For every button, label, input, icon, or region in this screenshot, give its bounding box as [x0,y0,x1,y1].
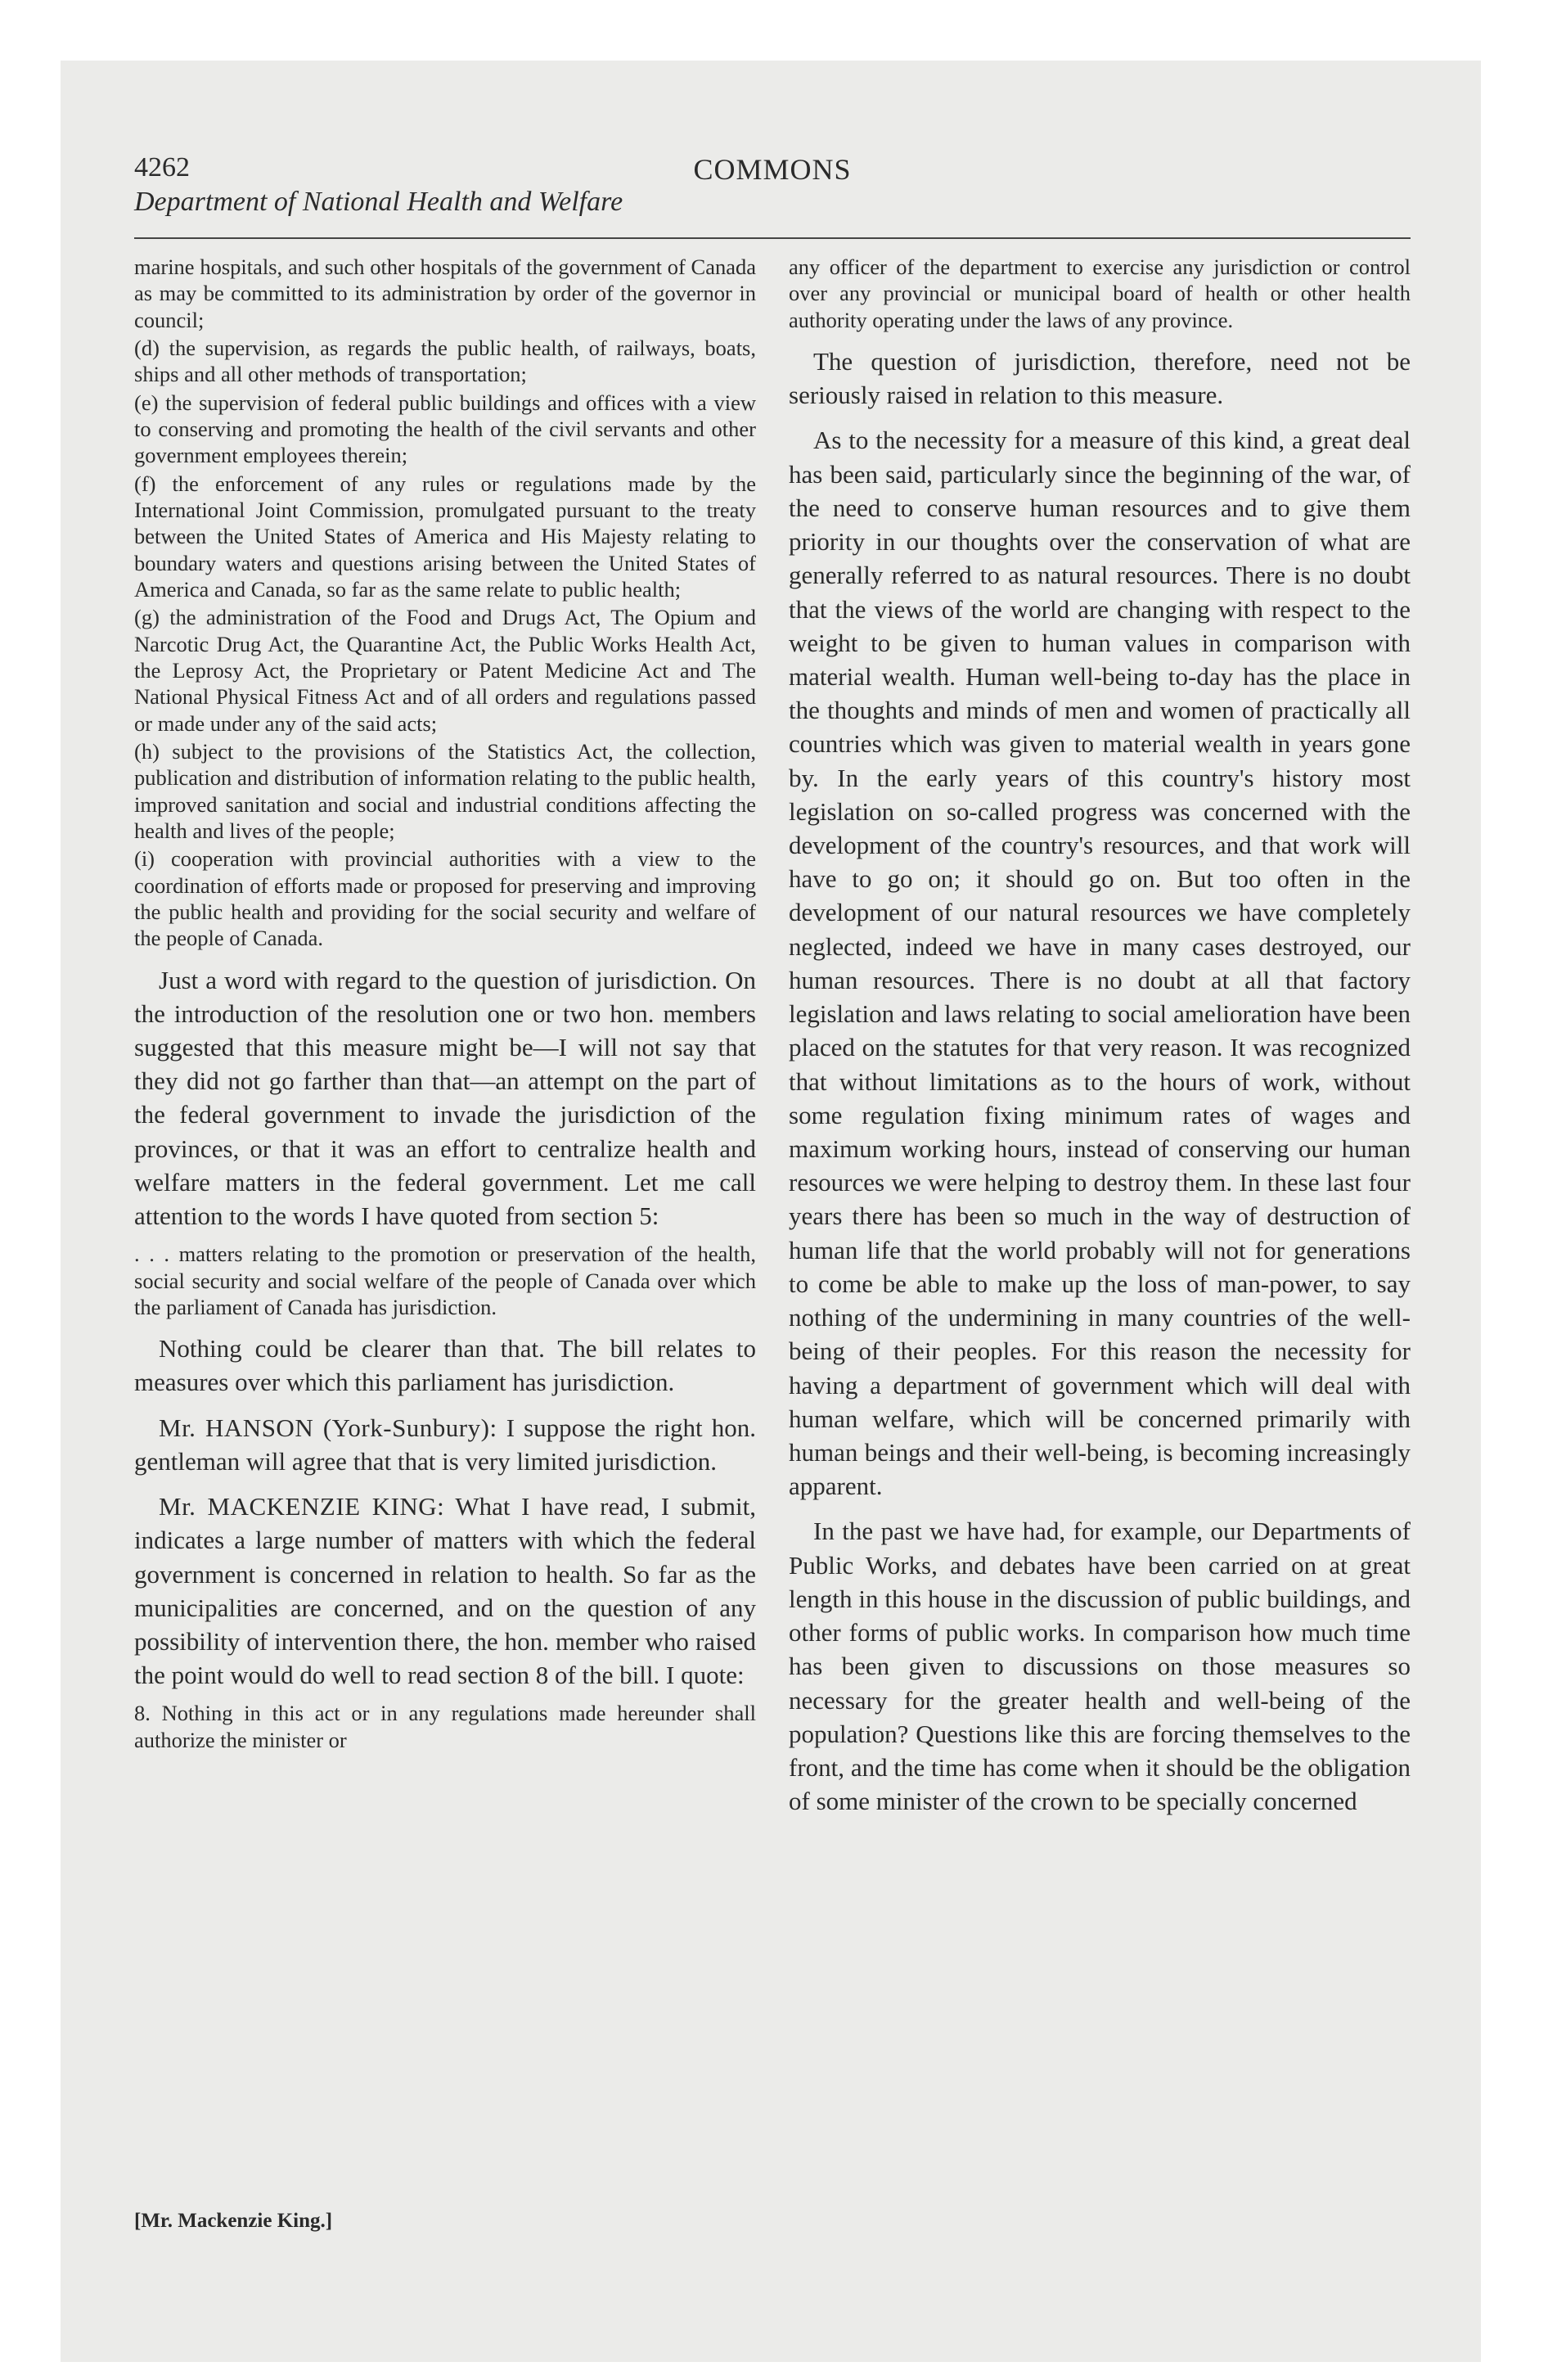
left-column [134,254,756,2259]
paragraph: As to the necessity for a measure of this kind, a great deal has been said, particularly since the beginning of the war, of the need to conserve human resources and to give them priority in our thoughts over the conservation of what are generally referred to as natural resources. There is no doubt that the views of the world are changing with respect to the weight to be given to human values in comparison with material wealth. Human well-being to-day has the place in the thoughts and minds of men and women of practically all countries which was given to material wealth in years gone by. In the early years of this country's history most legislation on so-called progress was concerned with the development of the country's resources, and that work will have to go on; it should go on. But too often in the development of our natural resources we have completely neglected, indeed we have in many cases destroyed, our human resources. There is no doubt at all that factory legislation and laws relating to social amelioration have been placed on the statutes for that very reason. It was recognized that without limitations as to the hours of work, without some regulation fixing minimum rates of wages and maximum working hours, instead of conserving our human resources we were helping to destroy them. In these last four years there has been so much in the way of destruction of human life that the world probably will not for generations to come be able to make up the loss of man-power, to say nothing of the undermining in many countries of the well-being of their peoples. For this reason the necessity for having a department of government which will deal with human welfare, which will be concerned primarily with human beings and their well-being, is becoming increasingly apparent. [789,426,1411,1501]
page-header [134,152,1411,226]
header-rule [134,237,1411,239]
quote-section-8: 8. Nothing in this act or in any regulations made hereunder shall authorize the minister or [134,1701,756,1752]
right-column [789,254,1411,2259]
paragraph-clearer: Nothing could be clearer than that. The bill relates to measures over which this parliament has jurisdiction. [134,1334,756,1397]
quote-item: (h) subject to the provisions of the Statistics Act, the collection, publication and distribution of information relating to the public health, improved sanitation and social and industrial conditions affecting the health and lives of the people; [134,738,756,843]
quote-item: (g) the administration of the Food and Drugs Act, The Opium and Narcotic Drug Act, the Quarantine Act, the Public Works Health Act, the Leprosy Act, the Proprietary or Patent Medicine Act and The National Physical Fitness Act and of all orders and regulations passed or made under any of the said acts; [134,605,756,736]
quote-item: marine hospitals, and such other hospitals of the government of Canada as may be committed to its administration by order of the governor in council; [134,255,756,332]
king-remark [134,1490,756,1692]
page-number: 4262 [134,152,190,183]
quote-item: (e) the supervision of federal public buildings and offices with a view to conserving and promoting the health of the civil servants and other government employees therein; [134,390,756,468]
quote-item: (d) the supervision, as regards the public health, of railways, boats, ships and all other methods of transportation; [134,335,756,387]
speech-text: What I have read, I submit, indicates a large number of matters with which the federal government is concerned in relation to health. So far as the municipalities are concerned, and on the question of any possibility of intervention there, the hon. member who raised the point would do well to read section 8 of the bill. I quote: [134,1492,756,1690]
paragraph-jurisdiction: Just a word with regard to the question of jurisdiction. On the introduction of the resolution one or two hon. members suggested that this measure might be—I will not say that they did not go farther than that—an attempt on the part of the federal government to invade the jurisdiction of the provinces, or that it was an effort to centralize health and welfare matters in the federal government. Let me call attention to the words I have quoted from section 5: [134,965,756,1231]
quote-item: (i) cooperation with provincial authorities with a view to the coordination of efforts made or proposed for preserving and improving the public health and providing for the social security and welfare of the people of Canada. [134,846,756,951]
department-heading: Department of National Health and Welfare [134,187,623,217]
speaker-name: Mr. HANSON (York-Sunbury): [159,1413,497,1442]
quote-item: (f) the enforcement of any rules or regulations made by the International Joint Commission, promulgated pursuant to the treaty between the United States of America and His Majesty relating to boundary waters and questions arising between the United States of America and Canada, so far as the same relate to public health; [134,471,756,602]
speaker-name: Mr. MACKENZIE KING: [159,1492,445,1521]
paragraph: In the past we have had, for example, our Departments of Public Works, and debates have been carried on at great length in this house in the discussion of public buildings, and other forms of public works. In comparison how much time has been given to discussions on those measures so necessary for the greater health and well-being of the population? Questions like this are forcing themselves to the front, and the time has come when it should be the obligation of some minister of the crown to be specially concerned [789,1517,1411,1816]
speech-text: I suppose the right hon. gentleman will agree that that is very limited jurisdiction. [134,1413,756,1476]
quote-section-5: . . . matters relating to the promotion or preservation of the health, social security and social welfare of the people of Canada over which the parliament of Canada has jurisdiction. [134,1242,756,1319]
quote-continued: any officer of the department to exercise any jurisdiction or control over any provincial or municipal board of health or other health authority operating under the laws of any province. [789,255,1411,332]
speaker-reference: [Mr. Mackenzie King.] [134,2210,333,2232]
hanson-remark [134,1411,756,1478]
chamber-title: COMMONS [693,153,852,186]
paragraph: The question of jurisdiction, therefore, need not be seriously raised in relation to this measure. [789,346,1411,410]
